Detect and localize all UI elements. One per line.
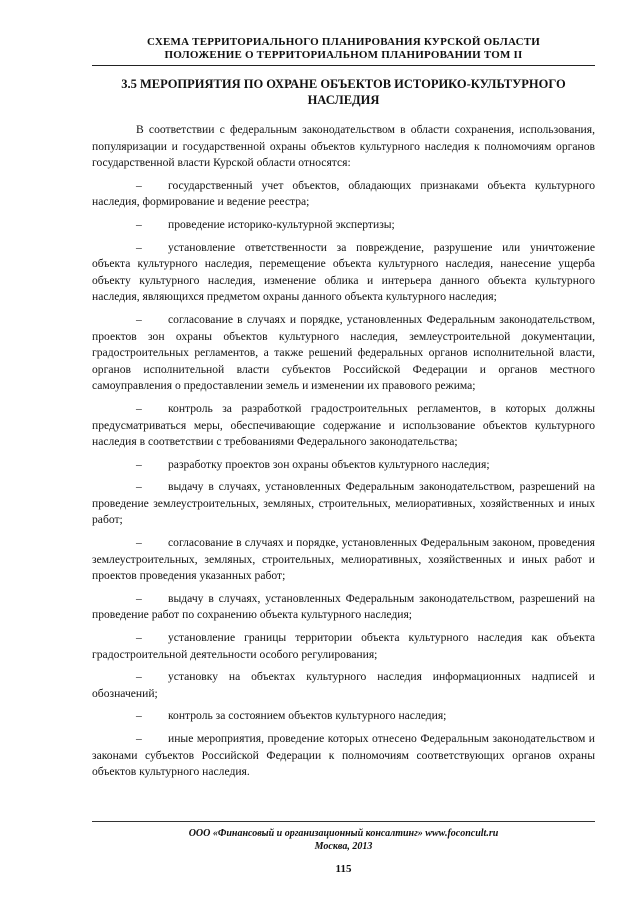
list-item (92, 479, 595, 529)
document-body (92, 122, 595, 781)
list-item-text: контроль за разработкой градостроительных регламентов, в которых должны предусматриваться меры, обеспечивающие содержание и использование объектов культурного наследия в соответствии с требованиями Федерального законодательства; (92, 401, 595, 449)
list-item (92, 217, 595, 234)
list-item-text: установку на объектах культурного наследия информационных надписей и обозначений; (92, 670, 595, 700)
list-item (92, 731, 595, 781)
footer-divider (92, 821, 595, 822)
list-item (92, 178, 595, 211)
list-item-text: государственный учет объектов, обладающих признаками объекта культурного наследия, формирование и ведение реестра; (92, 178, 595, 209)
dash-bullet: – (136, 457, 142, 471)
list-item (92, 591, 595, 624)
dash-bullet: – (136, 670, 142, 684)
page-number: 115 (335, 863, 352, 875)
footer-company: ООО «Финансовый и организационный консалтинг» www.foconcult.ru (188, 828, 499, 839)
list-item-text: согласование в случаях и порядке, установленных Федеральным законодательством, проектов зон охраны объектов культурного наследия, землеустроительной документации, градостроительных регламентов, а также решений федеральных органов исполнительной власти, органов исполнительной власти субъектов Российской Федерации и органов местного самоуправления о предоставлении земель и изменении их правового режима; (92, 312, 595, 393)
intro-paragraph: В соответствии с федеральным законодательством в области сохранения, использования, популяризации и государственной охраны объектов культурного наследия к полномочиям органов государственной власти Курской области относятся: (92, 123, 595, 170)
list-item (92, 312, 595, 395)
header-title-line: СХЕМА ТЕРРИТОРИАЛЬНОГО ПЛАНИРОВАНИЯ КУРСКОЙ ОБЛАСТИ (146, 36, 541, 48)
dash-bullet: – (136, 312, 142, 326)
dash-bullet: – (136, 401, 142, 415)
document-page (92, 36, 595, 781)
header-divider (92, 65, 595, 66)
list-item (92, 669, 595, 702)
list-item-text: иные мероприятия, проведение которых отнесено Федеральным законодательством и законами субъектов Российской Федерации к полномочиям соответствующих органов охраны объектов культурного наследия. (92, 732, 595, 779)
list-item (92, 240, 595, 306)
dash-bullet: – (136, 240, 142, 254)
list-item (92, 708, 595, 725)
list-item-text: установление границы территории объекта культурного наследия как объекта градостроительной деятельности особого регулирования; (92, 631, 595, 661)
list-item (92, 630, 595, 663)
dash-bullet: – (136, 480, 142, 494)
header-subtitle-line: ПОЛОЖЕНИЕ О ТЕРРИТОРИАЛЬНОМ ПЛАНИРОВАНИИ ТОМ II (164, 49, 523, 61)
dash-bullet: – (136, 591, 142, 605)
list-item-text: разработку проектов зон охраны объектов культурного наследия; (168, 457, 490, 471)
list-item-text: согласование в случаях и порядке, установленных Федеральным законом, проведения землеустроительных, земляных, строительных, мелиоративных, хозяйственных и иных работ и проектов проведения указанных работ; (92, 536, 595, 583)
page-footer (92, 821, 595, 875)
list-item-text: выдачу в случаях, установленных Федеральным законодательством, разрешений на проведение землеустроительных, земляных, строительных, мелиоративных, хозяйственных и иных работ; (92, 480, 595, 527)
list-item-text: выдачу в случаях, установленных Федеральным законодательством, разрешений на проведение работ по сохранению объекта культурного наследия; (92, 591, 595, 622)
running-header (92, 36, 595, 62)
section-title: 3.5 МЕРОПРИЯТИЯ ПО ОХРАНЕ ОБЪЕКТОВ ИСТОРИКО-КУЛЬТУРНОГО НАСЛЕДИЯ (121, 77, 566, 107)
dash-bullet: – (136, 217, 142, 231)
dash-bullet: – (136, 178, 142, 192)
list-item (92, 457, 595, 474)
list-item-text: проведение историко-культурной экспертизы; (168, 217, 395, 231)
dash-bullet: – (136, 709, 142, 723)
dash-bullet: – (136, 732, 142, 745)
dash-bullet: – (136, 631, 142, 645)
list-item (92, 535, 595, 585)
list-item (92, 401, 595, 451)
footer-city-year: Москва, 2013 (314, 841, 373, 852)
list-item-text: установление ответственности за повреждение, разрушение или уничтожение объекта культурного наследия, перемещение объекта культурного наследия, нанесение ущерба объекту культурного наследия, изменение облика и интерьера данного объекта культурного наследия, являющихся предметом охраны данного объекта культурного наследия; (92, 240, 595, 304)
dash-bullet: – (136, 536, 142, 550)
list-item-text: контроль за состоянием объектов культурного наследия; (168, 709, 447, 723)
bullet-list (92, 178, 595, 781)
